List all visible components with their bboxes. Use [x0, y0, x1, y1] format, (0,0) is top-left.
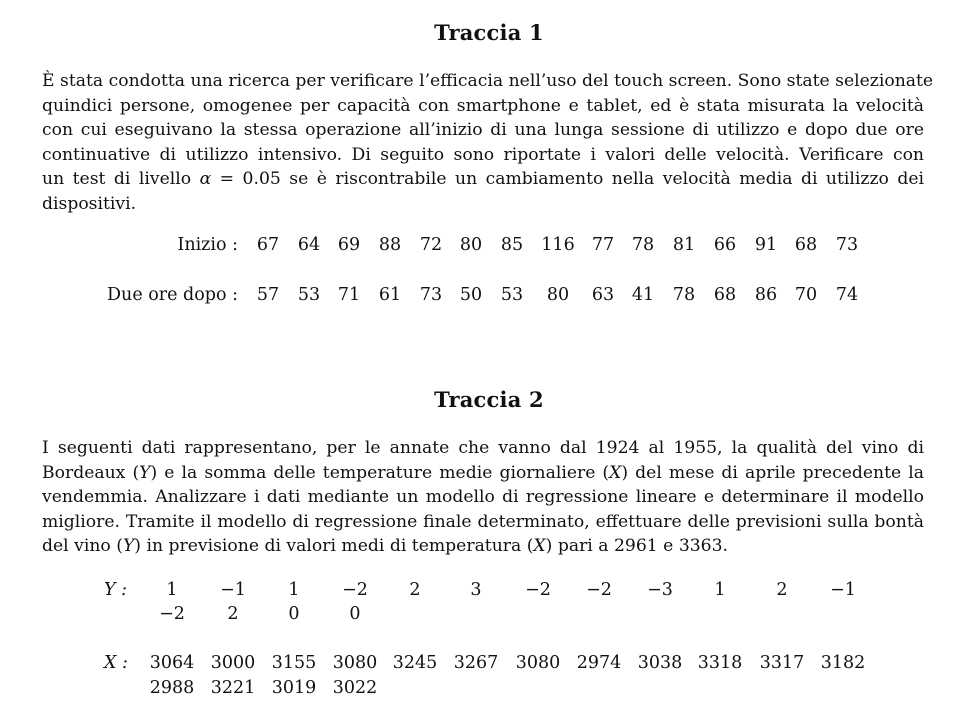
x-value: 3022	[332, 678, 378, 698]
traccia-1-title: Traccia 1	[434, 20, 544, 45]
due-ore-dopo-value: 78	[672, 285, 696, 305]
paragraph-line: un test di livello α = 0.05 se è riscontrabile un cambiamento nella velocità media di utilizzo dei	[42, 169, 924, 190]
due-ore-dopo-value: 53	[500, 285, 524, 305]
x-value: 3064	[149, 653, 195, 673]
paragraph-line: Bordeaux (Y) e la somma delle temperature medie giornaliere (X) del mese di aprile precedente la	[42, 462, 925, 483]
inizio-value: 80	[459, 235, 483, 255]
due-ore-dopo-value: 63	[591, 285, 615, 305]
x-value: 3317	[759, 653, 805, 673]
y-value: −3	[647, 580, 673, 600]
x-value: 3080	[332, 653, 378, 673]
inizio-value: 85	[500, 235, 524, 255]
y-value: 1	[714, 580, 726, 600]
x-value: 3080	[515, 653, 561, 673]
due-ore-dopo-value: 74	[835, 285, 859, 305]
inizio-value: 91	[754, 235, 778, 255]
due-ore-dopo-value: 57	[256, 285, 280, 305]
paragraph-line: continuative di utilizzo intensivo. Di seguito sono riportate i valori delle velocità. Verificare con	[42, 144, 924, 165]
due-ore-dopo-value: 53	[297, 285, 321, 305]
paragraph-line: migliore. Tramite il modello di regressione finale determinato, effettuare delle previsioni sulla bontà	[42, 511, 924, 532]
due-ore-dopo-value: 80	[546, 285, 570, 305]
x-value: 3318	[697, 653, 743, 673]
x-value: 3038	[637, 653, 683, 673]
row-label-due-ore-dopo: Due ore dopo :	[107, 285, 238, 305]
x-value: 2988	[149, 678, 195, 698]
paragraph-line: dispositivi.	[42, 193, 137, 214]
x-value: 3221	[210, 678, 256, 698]
traccia-2-title: Traccia 2	[434, 387, 544, 412]
paragraph-line: con cui eseguivano la stessa operazione all’inizio di una lunga sessione di utilizzo e dopo due ore	[42, 120, 924, 141]
paragraph-line: È stata condotta una ricerca per verificare l’efficacia nell’uso del touch screen. Sono state selezionate	[42, 71, 934, 91]
y-value: 3	[470, 580, 482, 600]
inizio-value: 88	[378, 235, 402, 255]
y-value: 0	[349, 604, 361, 624]
inizio-value: 68	[794, 235, 818, 255]
paragraph-line: del vino (Y) in previsione di valori medi di temperatura (X) pari a 2961 e 3363.	[42, 536, 729, 557]
paragraph-line: I seguenti dati rappresentano, per le annate che vanno dal 1924 al 1955, la qualità del vino di	[42, 438, 924, 458]
y-value: 1	[288, 580, 300, 600]
y-value: −1	[220, 580, 246, 600]
x-value: 3182	[820, 653, 866, 673]
due-ore-dopo-value: 71	[337, 285, 361, 305]
row-label-inizio: Inizio :	[177, 235, 238, 255]
traccia-1-paragraph	[42, 69, 934, 217]
x-value: 2974	[576, 653, 622, 673]
inizio-value: 73	[835, 235, 859, 255]
inizio-value: 66	[713, 235, 737, 255]
due-ore-dopo-value: 70	[794, 285, 818, 305]
y-value: −2	[586, 580, 612, 600]
y-value: −2	[525, 580, 551, 600]
inizio-value: 69	[337, 235, 361, 255]
row-label-y: Y :	[104, 580, 128, 600]
x-value: 3155	[271, 653, 317, 673]
x-value: 3000	[210, 653, 256, 673]
y-value: 0	[288, 604, 300, 624]
inizio-value: 72	[419, 235, 443, 255]
row-label-x: X :	[104, 653, 128, 673]
y-value: −1	[830, 580, 856, 600]
x-value: 3019	[271, 678, 317, 698]
x-value: 3245	[392, 653, 438, 673]
traccia-2-paragraph	[42, 436, 924, 559]
due-ore-dopo-value: 73	[419, 285, 443, 305]
inizio-value: 78	[631, 235, 655, 255]
inizio-value: 81	[672, 235, 696, 255]
paragraph-line: quindici persone, omogenee per capacità con smartphone e tablet, ed è stata misurata la velocità	[42, 95, 924, 116]
y-value: 1	[166, 580, 178, 600]
inizio-value: 64	[297, 235, 321, 255]
due-ore-dopo-value: 61	[378, 285, 402, 305]
x-value: 3267	[453, 653, 499, 673]
y-value: 2	[409, 580, 421, 600]
y-value: −2	[159, 604, 185, 624]
paragraph-line: vendemmia. Analizzare i dati mediante un modello di regressione lineare e determinare il modello	[42, 487, 924, 508]
y-value: −2	[342, 580, 368, 600]
inizio-value: 67	[256, 235, 280, 255]
y-value: 2	[776, 580, 788, 600]
due-ore-dopo-value: 50	[459, 285, 483, 305]
due-ore-dopo-value: 68	[713, 285, 737, 305]
y-value: 2	[227, 604, 239, 624]
inizio-value: 116	[541, 235, 575, 255]
due-ore-dopo-value: 86	[754, 285, 778, 305]
due-ore-dopo-value: 41	[631, 285, 655, 305]
inizio-value: 77	[591, 235, 615, 255]
